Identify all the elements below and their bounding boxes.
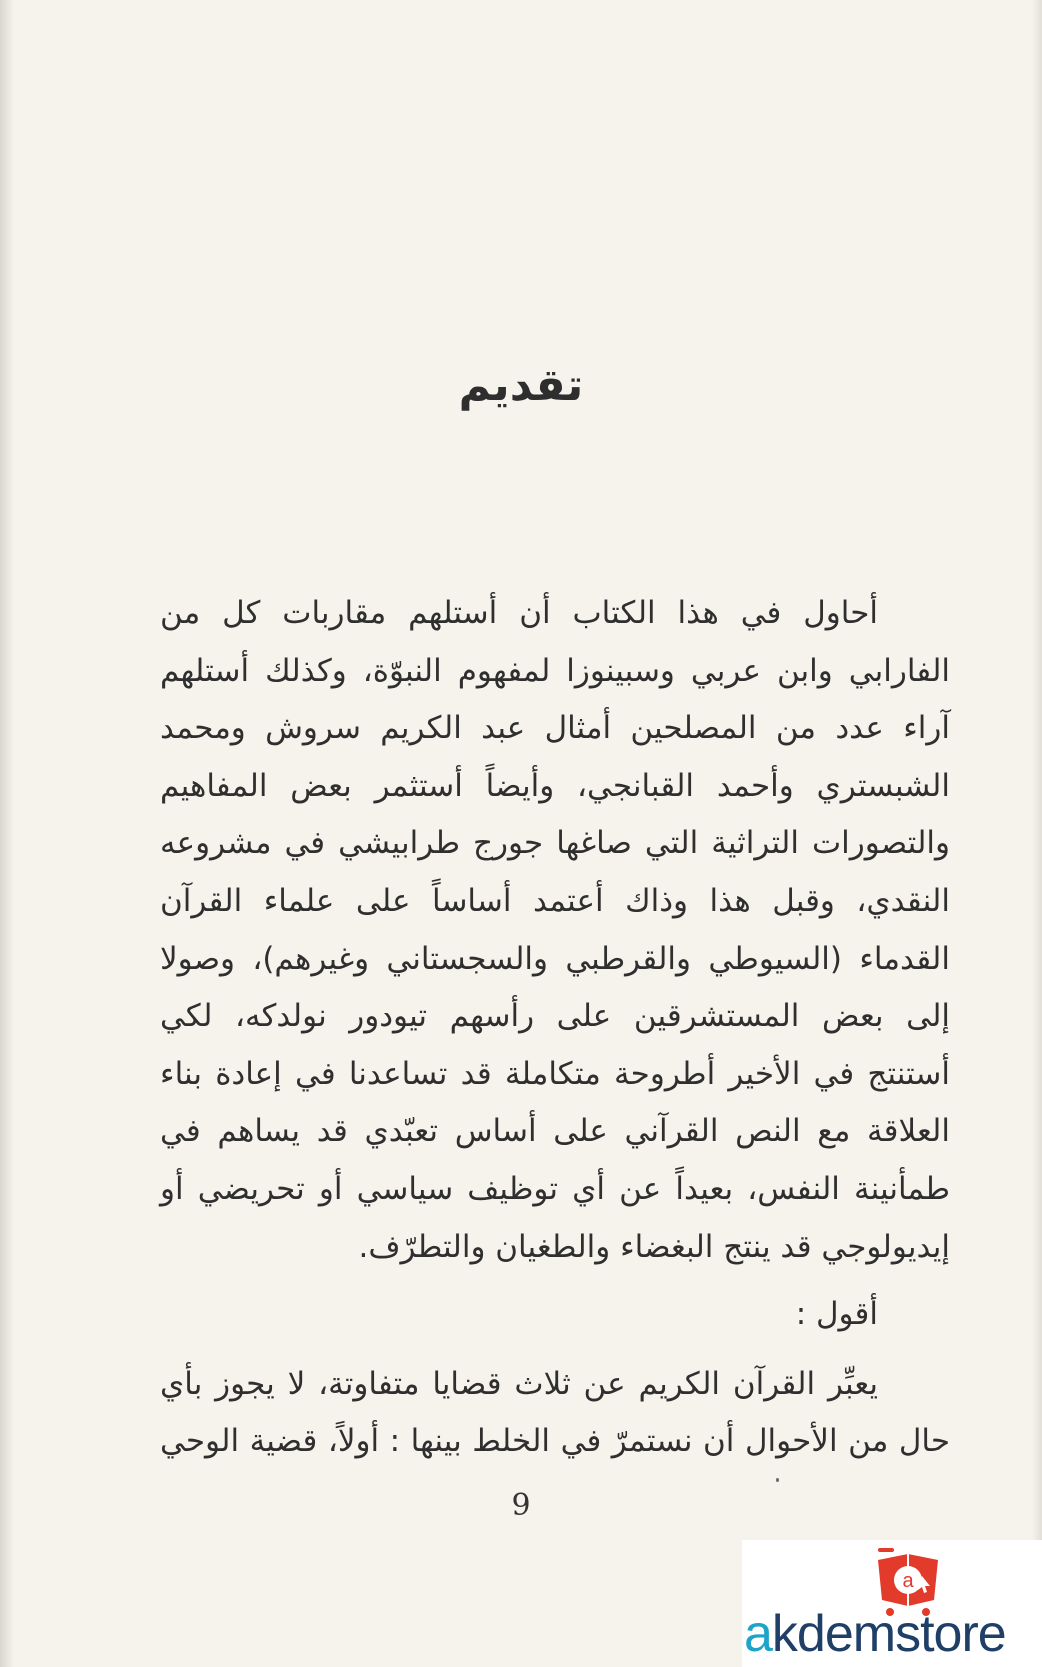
brand-name	[744, 1602, 1040, 1666]
brand-rest: kdemstore	[771, 1605, 1006, 1663]
chapter-title: تقديم	[458, 360, 584, 411]
print-speck	[776, 1478, 779, 1482]
page-number: 9	[511, 1488, 531, 1523]
logo-letter: a	[902, 1570, 914, 1592]
page-left-edge	[0, 0, 14, 1667]
store-watermark	[742, 1540, 1042, 1667]
paragraph-aqool: أقول :	[795, 1296, 878, 1333]
brand-prefix: a	[744, 1605, 772, 1663]
page-right-edge	[1032, 0, 1042, 1667]
body-text	[160, 585, 950, 1471]
paragraph-continuation: يعبِّر القرآن الكريم عن ثلاث قضايا متفاوتة، لا يجوز بأي حال من الأحوال أن نستمرّ في الخلط بينها : أولاً، قضية الوحي	[160, 1365, 950, 1460]
paragraph-intro: أحاول في هذا الكتاب أن أستلهم مقاربات كل من الفارابي وابن عربي وسبينوزا لمفهوم النبوّة، وكذلك أستلهم آراء عدد من المصلحين أمثال عبد الكريم سروش ومحمد الشبستري وأحمد القبانجي، وأيضاً أستثمر بعض المفاهيم والتصورات التراثية التي صاغها جورج طرابيشي في مشروعه النقدي، وقبل هذا وذاك أعتمد أساساً على علماء القرآن القدماء (السيوطي والقرطبي والسجستاني وغيرهم)، وصولا إلى بعض المستشرقين على رأسهم تيودور نولدكه، لكي أستنتج في الأخير أطروحة متكاملة قد تساعدنا في إعادة بناء العلاقة مع النص القرآني على أساس تعبّدي قد يساهم في طمأنينة النفس، بعيداً عن أي توظيف سياسي أو تحريضي أو إيديولوجي قد ينتج البغضاء والطغيان والتطرّف.	[160, 595, 950, 1265]
